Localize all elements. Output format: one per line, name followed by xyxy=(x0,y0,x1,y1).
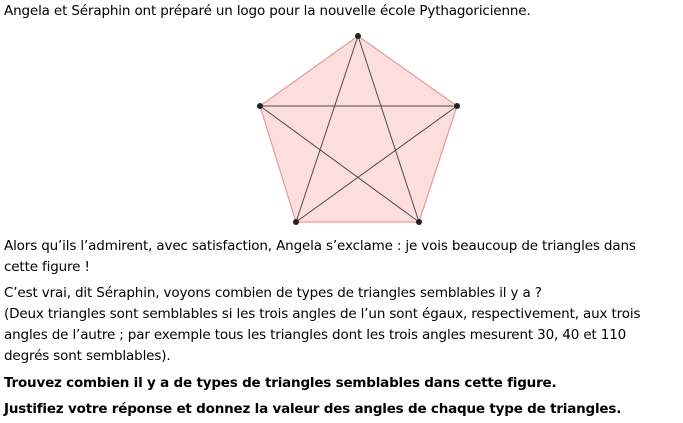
vertex-bottom-right xyxy=(416,219,422,225)
paragraph2-text: C’est vrai, dit Séraphin, voyons combien de types de triangles semblables il y a ? xyxy=(4,285,542,301)
task2-text: Justifiez votre réponse et donnez la valeur des angles de chaque type de triangles. xyxy=(4,401,622,417)
vertex-right xyxy=(454,103,460,109)
vertex-top xyxy=(355,33,361,39)
vertex-bottom-left xyxy=(293,219,299,225)
vertex-left xyxy=(257,103,263,109)
paragraph1-line2: cette figure ! xyxy=(4,259,90,275)
task1-text: Trouvez combien il y a de types de triangles semblables dans cette figure. xyxy=(4,375,557,391)
intro-text: Angela et Séraphin ont préparé un logo pour la nouvelle école Pythagoricienne. xyxy=(4,3,531,19)
pentagon-shape xyxy=(260,36,457,222)
pentagram-figure xyxy=(250,28,470,228)
paragraph1-line1: Alors qu’ils l’admirent, avec satisfaction, Angela s’exclame : je vois beaucoup de triangles dans xyxy=(4,238,636,254)
paragraph3-line3: degrés sont semblables). xyxy=(4,348,171,364)
paragraph3-line2: angles de l’autre ; par exemple tous les triangles dont les trois angles mesurent 30, 40 et 110 xyxy=(4,327,627,343)
paragraph3-line1: (Deux triangles sont semblables si les trois angles de l’un sont égaux, respectivement, aux trois xyxy=(4,306,641,322)
